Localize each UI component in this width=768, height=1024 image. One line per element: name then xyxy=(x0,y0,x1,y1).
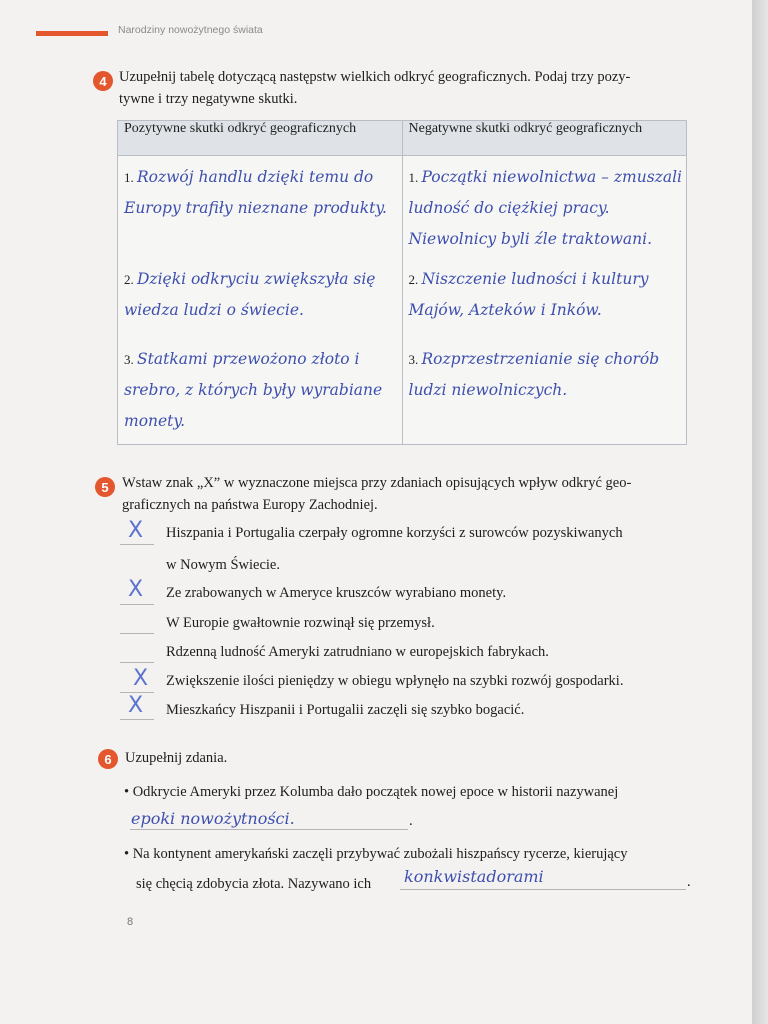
statement-1-answer-line xyxy=(120,544,154,545)
task-6-instruction: Uzupełnij zdania. xyxy=(125,750,228,766)
column-header-negative: Negatywne skutki odkryć geograficznych xyxy=(402,121,687,156)
statement-1-text: Hiszpania i Portugalia czerpały ogromne korzyści z surowców pozyskiwanych xyxy=(166,525,623,541)
positive-answer-2: Dzięki odkryciu zwiększyła się wiedza ludzi o świecie. xyxy=(124,270,376,319)
sentence-2-answer-line xyxy=(400,889,686,890)
sentence-2-end: . xyxy=(687,874,691,890)
consequences-table xyxy=(117,120,687,445)
statement-6-answer-line xyxy=(120,719,154,720)
task-4-instruction-line-1: Uzupełnij tabelę dotyczącą następstw wielkich odkryć geograficznych. Podaj trzy pozy- xyxy=(119,69,631,85)
statement-3-answer-line xyxy=(120,633,154,634)
negative-answer-1: Początki niewolnictwa – zmuszali ludność do ciężkiej pracy. Niewolnicy byli źle traktowani. xyxy=(408,168,682,248)
sentence-1-end: . xyxy=(409,813,413,829)
sentence-2-answer[interactable]: konkwistadorami xyxy=(404,867,544,886)
negative-effects-cell[interactable] xyxy=(402,156,687,445)
task-5-instruction-line-1: Wstaw znak „X” w wyznaczone miejsca przy zdaniach opisujących wpływ odkryć geo- xyxy=(122,475,632,491)
statement-6-mark[interactable]: X xyxy=(128,693,144,718)
sentence-1-text: • Odkrycie Ameryki przez Kolumba dało początek nowej epoce w historii nazywanej xyxy=(124,784,619,800)
positive-effects-cell[interactable] xyxy=(118,156,403,445)
statement-6-text: Mieszkańcy Hiszpanii i Portugalii zaczęli się szybko bogacić. xyxy=(166,702,525,718)
statement-4-text: Rdzenną ludność Ameryki zatrudniano w europejskich fabrykach. xyxy=(166,644,549,660)
statement-4-answer-line xyxy=(120,662,154,663)
negative-item-2: 2. Niszczenie ludności i kultury Majów, Azteków i Inków. xyxy=(408,270,649,319)
negative-answer-3: Rozprzestrzenianie się chorób ludzi niewolniczych. xyxy=(408,350,660,399)
statement-1-text-continued: w Nowym Świecie. xyxy=(166,557,280,573)
task-4-instruction-line-2: tywne i trzy negatywne skutki. xyxy=(119,91,298,107)
task-5-instruction-line-2: graficznych na państwa Europy Zachodniej. xyxy=(122,497,378,513)
sentence-1-answer-line xyxy=(130,829,408,830)
statement-2-text: Ze zrabowanych w Ameryce kruszców wyrabiano monety. xyxy=(166,585,507,601)
negative-answer-2: Niszczenie ludności i kultury Majów, Azteków i Inków. xyxy=(408,270,649,319)
column-header-positive: Pozytywne skutki odkryć geograficznych xyxy=(118,121,403,156)
statement-1-mark[interactable]: X xyxy=(128,518,144,543)
running-title: Narodziny nowożytnego świata xyxy=(118,24,263,36)
negative-item-1: 1. Początki niewolnictwa – zmuszali ludność do ciężkiej pracy. Niewolnicy byli źle traktowani. xyxy=(408,168,682,248)
page-edge-shadow xyxy=(752,0,768,1024)
negative-item-3: 3. Rozprzestrzenianie się chorób ludzi niewolniczych. xyxy=(408,350,660,399)
task-5-number-badge: 5 xyxy=(95,477,115,497)
sentence-2-text-continued: się chęcią zdobycia złota. Nazywano ich xyxy=(136,876,372,892)
statement-5-text: Zwiększenie ilości pieniędzy w obiegu wpłynęło na szybki rozwój gospodarki. xyxy=(166,673,624,689)
positive-answer-1: Rozwój handlu dzięki temu do Europy trafiły nieznane produkty. xyxy=(124,168,387,217)
statement-5-mark[interactable]: X xyxy=(133,666,149,691)
task-6-number-badge: 6 xyxy=(98,749,118,769)
positive-item-1: 1. Rozwój handlu dzięki temu do Europy trafiły nieznane produkty. xyxy=(124,168,387,217)
sentence-2-text: • Na kontynent amerykański zaczęli przybywać zubożali hiszpańscy rycerze, kierujący xyxy=(124,846,628,862)
header-accent-bar xyxy=(36,31,108,36)
page-number: 8 xyxy=(127,916,134,928)
task-4-number-badge: 4 xyxy=(93,71,113,91)
sentence-1-answer[interactable]: epoki nowożytności. xyxy=(131,809,295,828)
statement-2-answer-line xyxy=(120,604,154,605)
positive-answer-3: Statkami przewożono złoto i srebro, z których były wyrabiane monety. xyxy=(124,350,383,430)
positive-item-2: 2. Dzięki odkryciu zwiększyła się wiedza ludzi o świecie. xyxy=(124,270,376,319)
statement-3-text: W Europie gwałtownie rozwinął się przemysł. xyxy=(166,615,435,631)
positive-item-3: 3. Statkami przewożono złoto i srebro, z których były wyrabiane monety. xyxy=(124,350,383,430)
statement-2-mark[interactable]: X xyxy=(128,577,144,602)
